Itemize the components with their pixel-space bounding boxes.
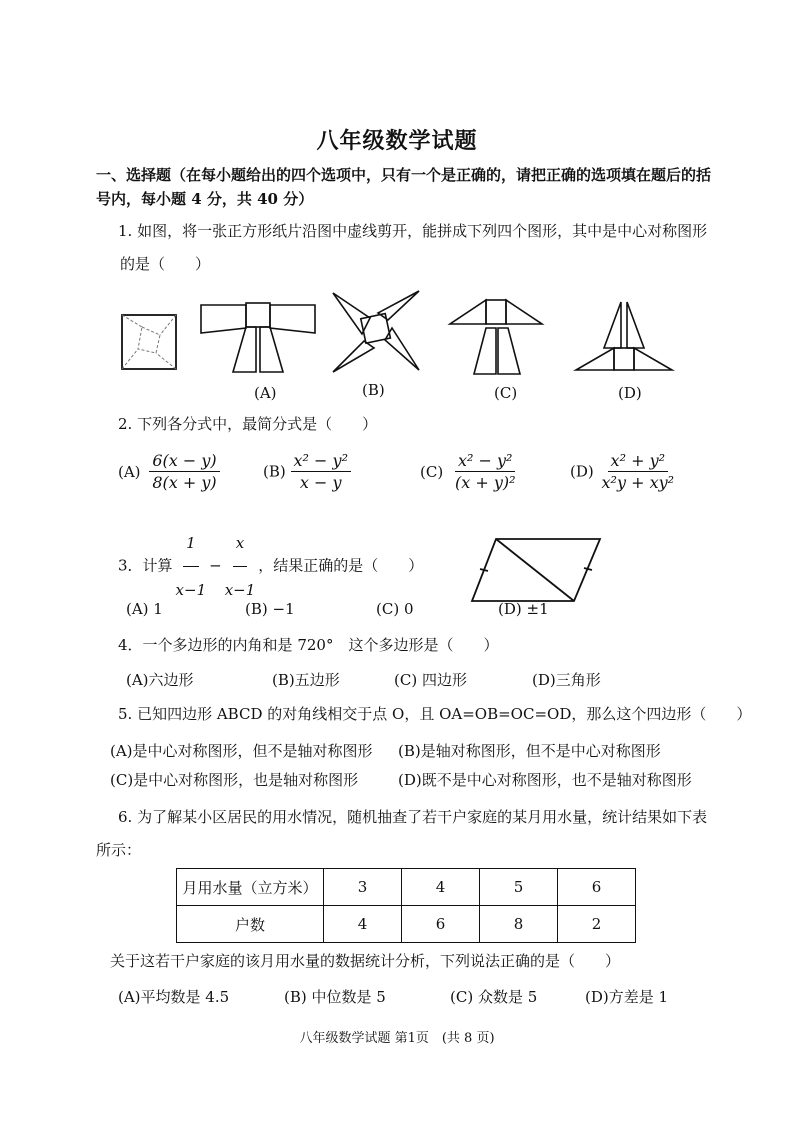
q2-option-d xyxy=(570,451,677,492)
table-cell: 4 xyxy=(402,869,480,906)
q2-option-a xyxy=(118,451,220,492)
table-cell: 3 xyxy=(324,869,402,906)
table-row xyxy=(177,869,636,906)
q3-expression xyxy=(118,521,423,612)
q4-text: 4．一个多边形的内角和是 720° 这个多边形是（ ） xyxy=(118,636,499,654)
q2-option-a-denominator: 8(x + y) xyxy=(152,473,217,492)
q6-option-b: (B) 中位数是 5 xyxy=(284,988,386,1006)
q1-original-square-figure xyxy=(120,313,178,371)
table-cell: 6 xyxy=(402,906,480,943)
q2-option-a-numerator: 6(x − y) xyxy=(149,451,219,472)
page-title: 八年级数学试题 xyxy=(316,128,478,154)
q5-option-b: (B)是轴对称图形，但不是中心对称图形 xyxy=(398,742,661,760)
q6-question: 关于这若干户家庭的该月用水量的数据统计分析，下列说法正确的是（ ） xyxy=(110,952,621,970)
q3-option-d: (D) ±1 xyxy=(498,600,549,618)
q5-text: 5. 已知四边形 ABCD 的对角线相交于点 O，且 OA=OB=OC=OD，那么这个四边形（ ） xyxy=(118,705,752,723)
q2-option-b-label: (B) xyxy=(263,462,286,481)
q2-option-c xyxy=(420,451,519,492)
q4-option-c: (C) 四边形 xyxy=(394,671,467,689)
q2-option-b-denominator: x − y xyxy=(299,473,342,492)
q6-option-c: (C) 众数是 5 xyxy=(450,988,538,1006)
q2-option-d-denominator: x²y + xy² xyxy=(601,473,675,492)
table-row xyxy=(177,906,636,943)
section-heading: 一、选择题（在每小题给出的四个选项中，只有一个是正确的，请把正确的选项填在题后的括号内，每小题 4 分，共 40 分） xyxy=(96,166,712,208)
page-footer: 八年级数学试题 第1页 (共 8 页) xyxy=(299,1031,495,1046)
table-cell: 6 xyxy=(558,869,636,906)
table-cell: 8 xyxy=(480,906,558,943)
q6-option-d: (D)方差是 1 xyxy=(585,988,669,1006)
q3-minus: − xyxy=(209,556,222,575)
q3-frac2-den: x−1 xyxy=(224,581,256,599)
q5-option-c: (C)是中心对称图形，也是轴对称图形 xyxy=(110,771,359,789)
q3-frac1-den: x−1 xyxy=(175,581,207,599)
q4-option-d: (D)三角形 xyxy=(532,671,601,689)
q2-option-c-denominator: (x + y)² xyxy=(454,473,516,492)
table-cell: 2 xyxy=(558,906,636,943)
table-cell: 月用水量（立方米） xyxy=(177,869,324,906)
q1-text-line1: 1. 如图，将一张正方形纸片沿图中虚线剪开，能拼成下列四个图形，其中是中心对称图形 xyxy=(118,222,708,240)
q1-option-b-figure xyxy=(330,288,422,374)
q6-option-a: (A)平均数是 4.5 xyxy=(118,988,230,1006)
q1-option-d-figure xyxy=(574,298,674,376)
q3-option-a: (A) 1 xyxy=(126,600,163,618)
q4-option-b: (B)五边形 xyxy=(272,671,340,689)
q3-option-c: (C) 0 xyxy=(376,600,414,618)
q4-option-a: (A)六边形 xyxy=(126,671,194,689)
q3-prefix: 3．计算 xyxy=(118,556,173,575)
q1-option-c-figure xyxy=(448,296,544,380)
q1-option-a-figure xyxy=(198,300,318,380)
q3-suffix: ，结果正确的是（ ） xyxy=(258,556,424,575)
q2-option-a-label: (A) xyxy=(118,462,141,481)
q2-option-d-label: (D) xyxy=(570,462,594,481)
q2-option-b xyxy=(263,451,351,492)
q2-option-b-numerator: x² − y² xyxy=(291,451,351,472)
q2-option-c-numerator: x² − y² xyxy=(455,451,515,472)
q2-text: 2. 下列各分式中，最简分式是（ ） xyxy=(118,415,378,433)
q2-option-c-label: (C) xyxy=(420,462,444,481)
table-cell: 户数 xyxy=(177,906,324,943)
table-cell: 5 xyxy=(480,869,558,906)
q6-text-line1: 6. 为了解某小区居民的用水情况，随机抽查了若干户家庭的某月用水量，统计结果如下表 xyxy=(118,808,708,826)
q3-frac2-num: x xyxy=(233,521,247,567)
q1-label-b: (B) xyxy=(362,381,385,399)
q3-parallelogram-figure xyxy=(470,535,610,605)
q6-text-line2: 所示： xyxy=(96,841,142,859)
q2-option-d-numerator: x² + y² xyxy=(608,451,668,472)
q3-option-b: (B) −1 xyxy=(245,600,295,618)
q1-text-line2: 的是（ ） xyxy=(120,255,211,273)
q5-option-a: (A)是中心对称图形，但不是轴对称图形 xyxy=(110,742,373,760)
water-usage-table xyxy=(176,868,636,943)
q1-label-c: (C) xyxy=(494,384,518,402)
table-cell: 4 xyxy=(324,906,402,943)
q5-option-d: (D)既不是中心对称图形，也不是轴对称图形 xyxy=(398,771,692,789)
q1-label-d: (D) xyxy=(618,384,642,402)
q1-label-a: (A) xyxy=(254,384,277,402)
q3-frac1-num: 1 xyxy=(183,521,199,567)
